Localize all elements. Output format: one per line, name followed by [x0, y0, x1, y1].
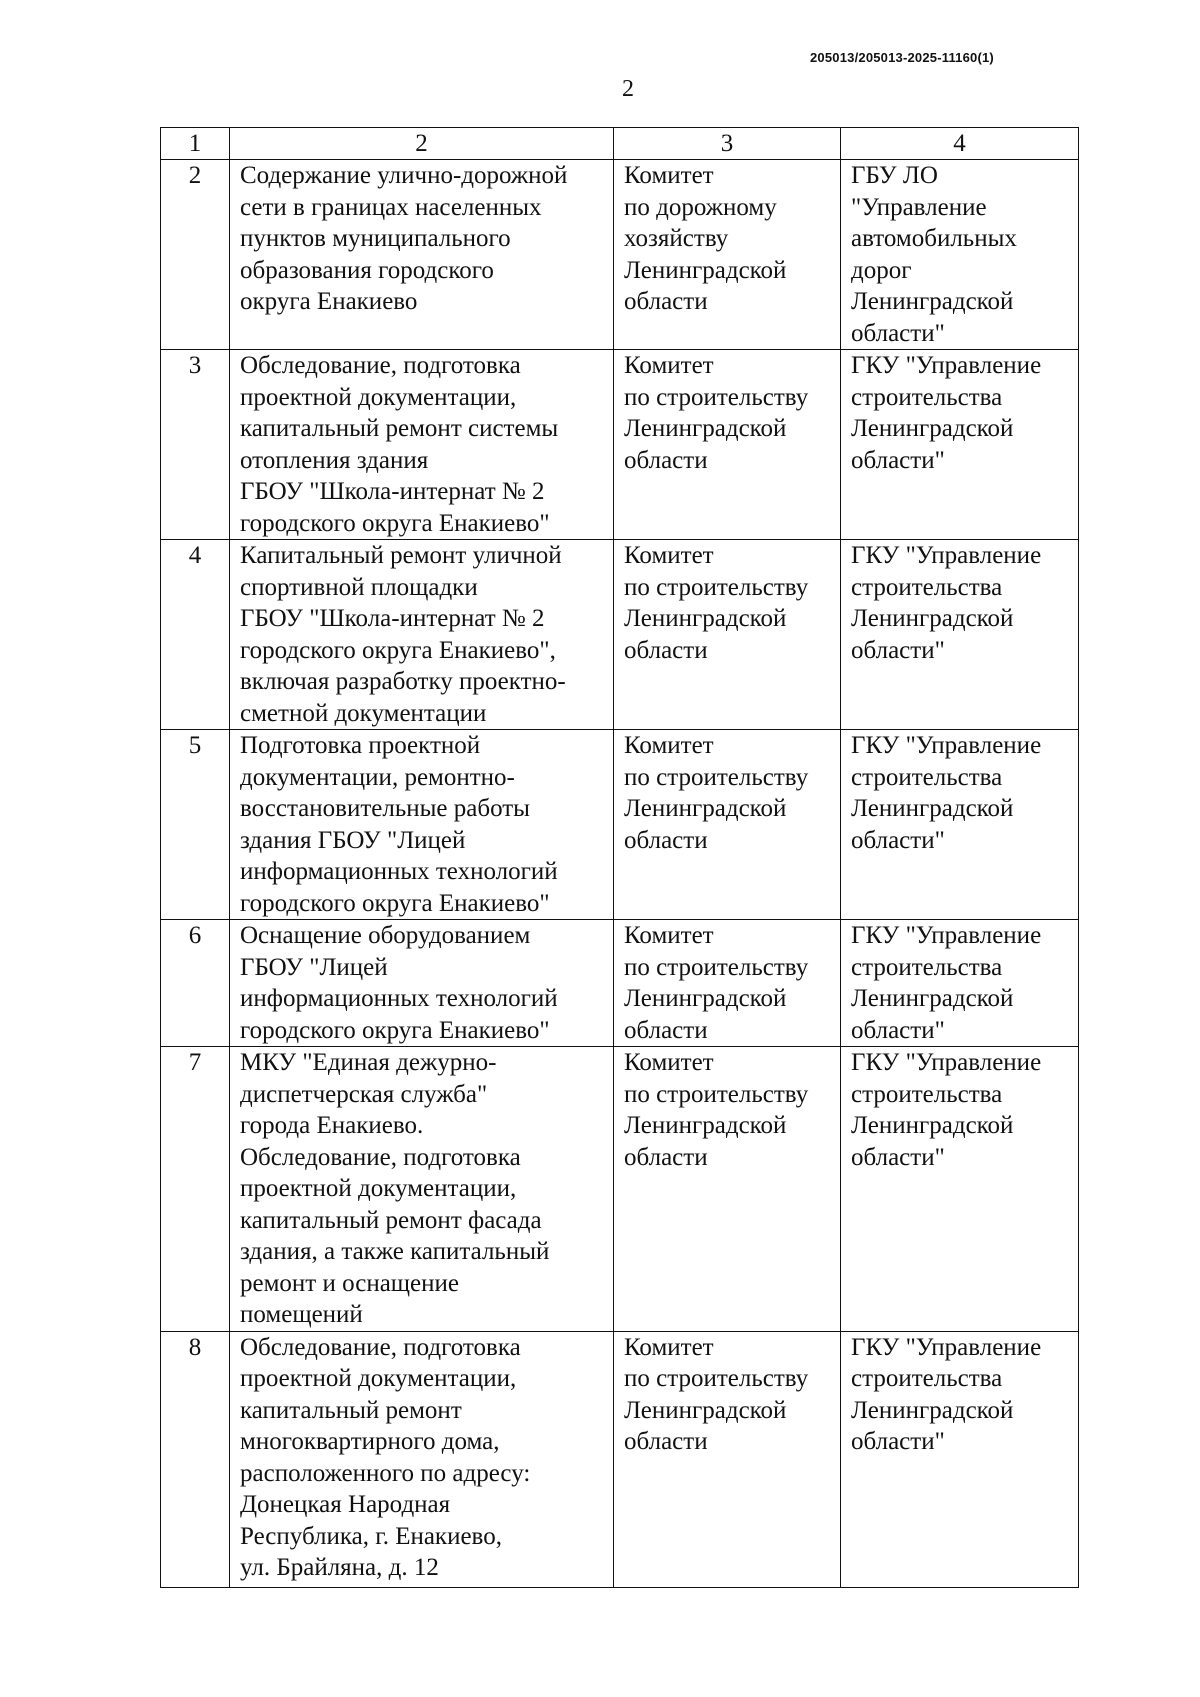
row-number: 8 [161, 1331, 230, 1587]
committee: Комитет по строительству Ленинградской области [614, 730, 841, 920]
table-row [161, 920, 1079, 1047]
work-description: Оснащение оборудованием ГБОУ "Лицей информационных технологий городского округа Енакиево" [230, 920, 614, 1047]
committee: Комитет по дорожному хозяйству Ленинградской области [614, 160, 841, 350]
work-description: Содержание улично-дорожной сети в границах населенных пунктов муниципального образования городского округа Енакиево [230, 160, 614, 350]
row-number: 4 [161, 540, 230, 730]
works-table [160, 127, 1079, 1588]
table-row [161, 160, 1079, 350]
committee: Комитет по строительству Ленинградской области [614, 1047, 841, 1332]
table-row [161, 540, 1079, 730]
row-number: 7 [161, 1047, 230, 1332]
table-row [161, 350, 1079, 540]
committee: Комитет по строительству Ленинградской области [614, 1331, 841, 1587]
work-description: Подготовка проектной документации, ремонтно- восстановительные работы здания ГБОУ "Лицей информационных технологий городского округа Енакиево" [230, 730, 614, 920]
row-number: 3 [161, 350, 230, 540]
column-header: 3 [614, 128, 841, 160]
column-header: 2 [230, 128, 614, 160]
work-description: Обследование, подготовка проектной документации, капитальный ремонт многоквартирного дома, расположенного по адресу: Донецкая Народная Республика, г. Енакиево, ул. Брайляна, д. 12 [230, 1331, 614, 1587]
work-description: Обследование, подготовка проектной документации, капитальный ремонт системы отопления здания ГБОУ "Школа-интернат № 2 городского округа Енакиево" [230, 350, 614, 540]
table-row [161, 1331, 1079, 1587]
executor: ГКУ "Управление строительства Ленинградской области" [841, 540, 1079, 730]
column-header: 4 [841, 128, 1079, 160]
table-header-row [161, 128, 1079, 160]
row-number: 2 [161, 160, 230, 350]
executor: ГКУ "Управление строительства Ленинградской области" [841, 1047, 1079, 1332]
committee: Комитет по строительству Ленинградской области [614, 540, 841, 730]
table-row [161, 730, 1079, 920]
row-number: 6 [161, 920, 230, 1047]
committee: Комитет по строительству Ленинградской области [614, 350, 841, 540]
page-number: 2 [622, 76, 634, 102]
row-number: 5 [161, 730, 230, 920]
column-header: 1 [161, 128, 230, 160]
executor: ГБУ ЛО "Управление автомобильных дорог Ленинградской области" [841, 160, 1079, 350]
executor: ГКУ "Управление строительства Ленинградской области" [841, 730, 1079, 920]
work-description: МКУ "Единая дежурно- диспетчерская служба" города Енакиево. Обследование, подготовка проектной документации, капитальный ремонт фасада здания, а также капитальный ремонт и оснащение помещений [230, 1047, 614, 1332]
work-description: Капитальный ремонт уличной спортивной площадки ГБОУ "Школа-интернат № 2 городского округа Енакиево", включая разработку проектно- сметной документации [230, 540, 614, 730]
table-row [161, 1047, 1079, 1332]
committee: Комитет по строительству Ленинградской области [614, 920, 841, 1047]
executor: ГКУ "Управление строительства Ленинградской области" [841, 920, 1079, 1047]
document-id: 205013/205013-2025-11160(1) [810, 50, 994, 65]
executor: ГКУ "Управление строительства Ленинградской области" [841, 1331, 1079, 1587]
executor: ГКУ "Управление строительства Ленинградской области" [841, 350, 1079, 540]
